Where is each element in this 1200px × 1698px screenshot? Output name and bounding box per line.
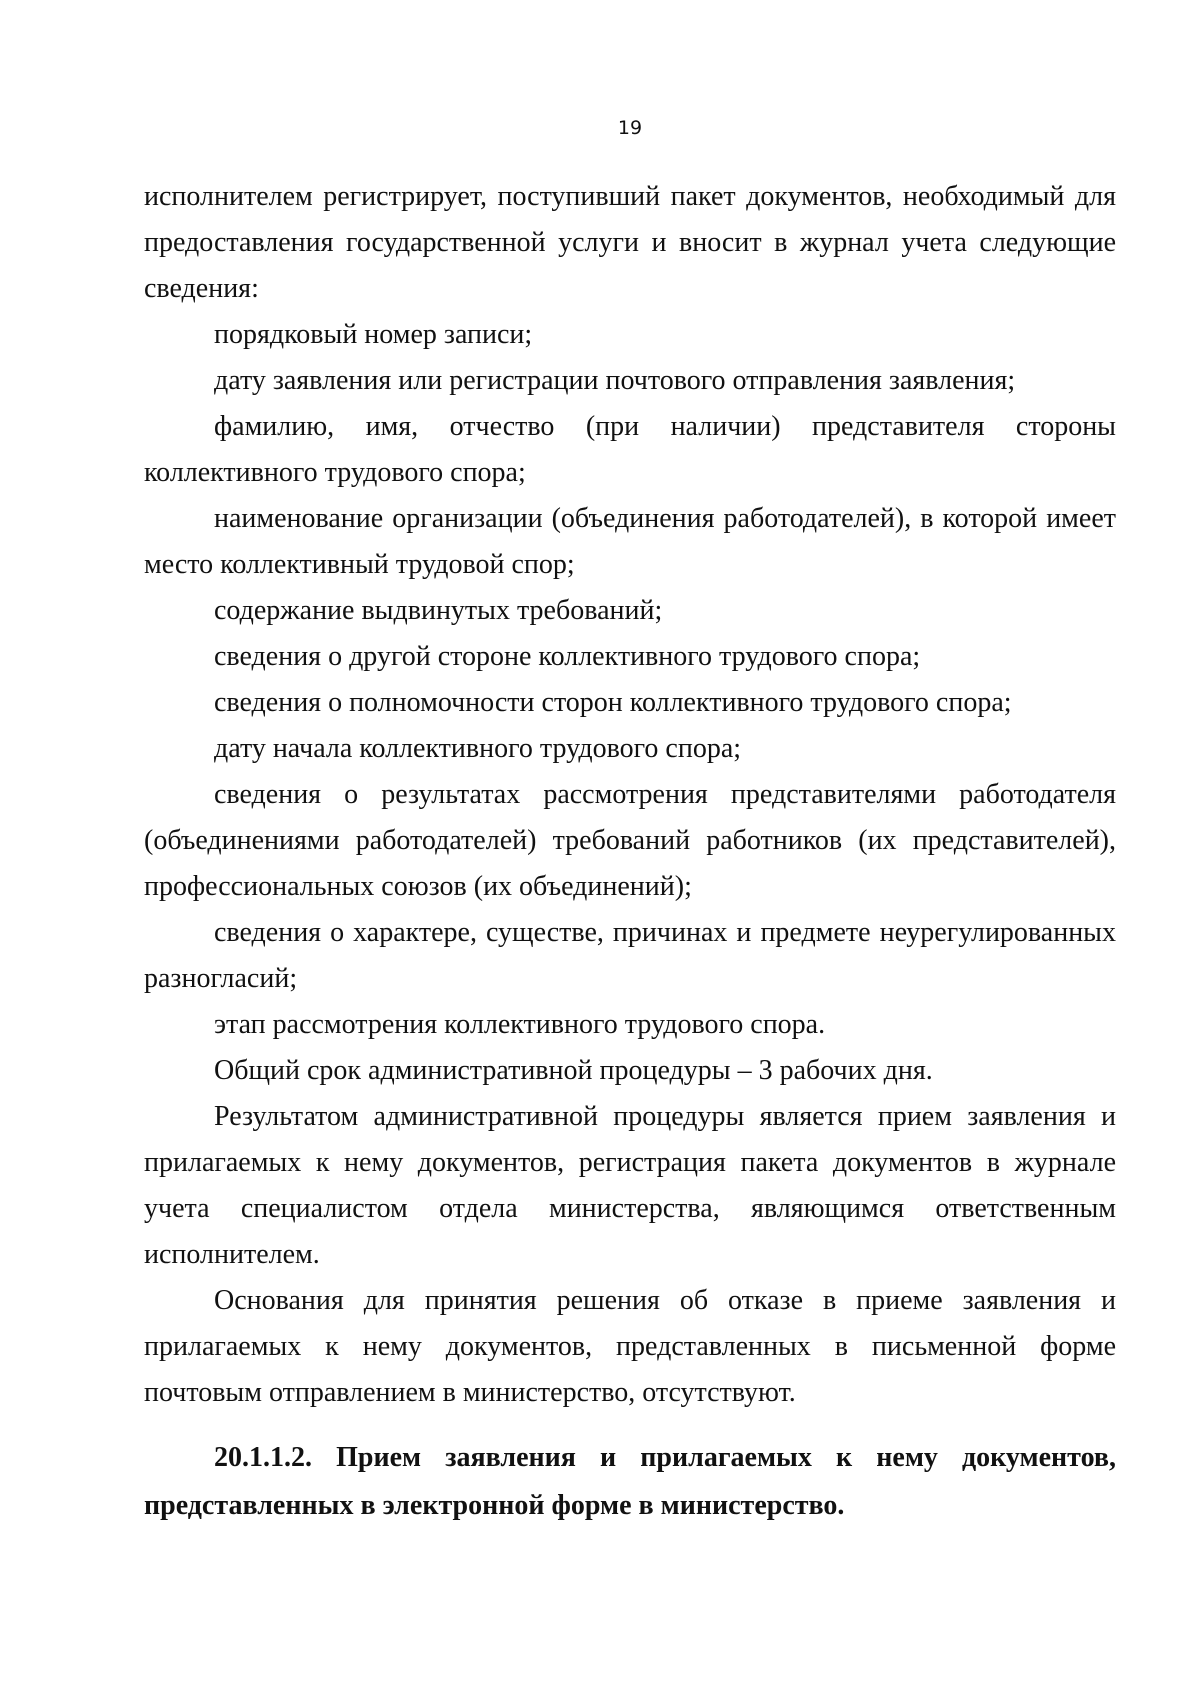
section-heading: 20.1.1.2. Прием заявления и прилагаемых к нему документов, представленных в электронной форме в министерство.	[144, 1442, 1116, 1521]
list-item-party-authority: сведения о полномочности сторон коллективного трудового спора;	[214, 687, 1012, 718]
paragraph-refusal-grounds: Основания для принятия решения об отказе в приеме заявления и прилагаемых к нему документов, представленных в письменной форме почтовым отправлением в министерство, отсутствуют.	[144, 1285, 1116, 1408]
page-number: 19	[617, 117, 643, 139]
list-item-dispute-start-date: дату начала коллективного трудового спора;	[214, 733, 742, 764]
paragraph-continuation: исполнителем регистрирует, поступивший пакет документов, необходимый для предоставления государственной услуги и вносит в журнал учета следующие сведения:	[144, 181, 1116, 304]
list-item-dispute-stage: этап рассмотрения коллективного трудового спора.	[214, 1009, 826, 1040]
list-item-application-date: дату заявления или регистрации почтового отправления заявления;	[214, 365, 1016, 396]
list-item-record-number: порядковый номер записи;	[214, 319, 533, 350]
list-item-review-results: сведения о результатах рассмотрения представителями работодателя (объединениями работодателей) требований работников (их представителей), профессиональных союзов (их объединений);	[144, 779, 1116, 902]
list-item-disagreements: сведения о характере, существе, причинах и предмете неурегулированных разногласий;	[144, 917, 1116, 994]
list-item-representative-name: фамилию, имя, отчество (при наличии) представителя стороны коллективного трудового спора;	[144, 411, 1116, 488]
paragraph-procedure-result: Результатом административной процедуры является прием заявления и прилагаемых к нему документов, регистрация пакета документов в журнале учета специалистом отдела министерства, являющимся ответственным исполнителем.	[144, 1101, 1116, 1270]
list-item-organization-name: наименование организации (объединения работодателей), в которой имеет место коллективный трудовой спор;	[144, 503, 1116, 580]
document-body	[144, 174, 1116, 1530]
list-item-other-party: сведения о другой стороне коллективного трудового спора;	[214, 641, 921, 672]
list-item-demands: содержание выдвинутых требований;	[214, 595, 663, 626]
paragraph-procedure-term: Общий срок административной процедуры – 3 рабочих дня.	[214, 1055, 933, 1086]
